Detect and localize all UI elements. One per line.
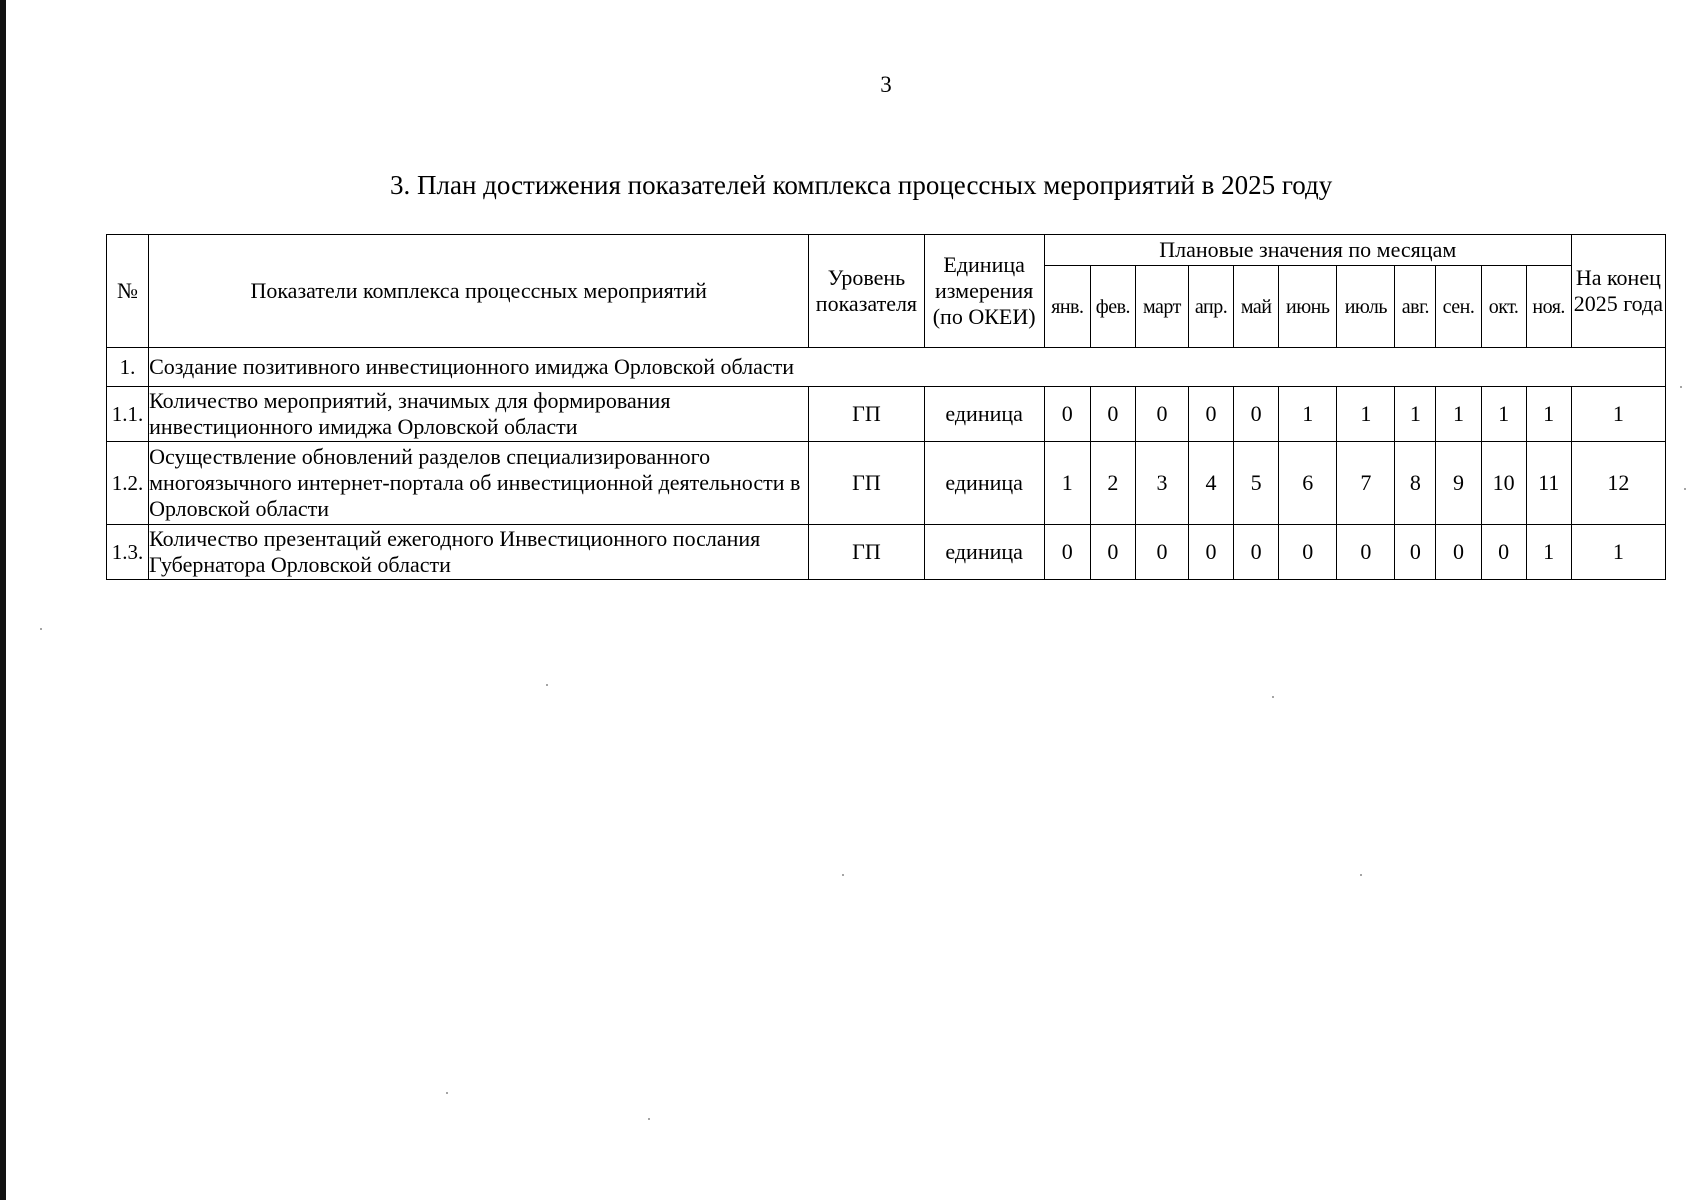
row-month-value: 0 xyxy=(1395,525,1436,580)
row-number: 1.3. xyxy=(107,525,149,580)
row-number: 1.2. xyxy=(107,442,149,525)
header-month: авг. xyxy=(1395,266,1436,348)
section-heading: 3. План достижения показателей комплекса процессных мероприятий в 2025 году xyxy=(390,170,1333,200)
row-month-value: 11 xyxy=(1526,442,1571,525)
row-month-value: 1 xyxy=(1044,442,1090,525)
row-month-value: 10 xyxy=(1481,442,1526,525)
indicators-plan-table xyxy=(106,234,1666,580)
row-month-value: 0 xyxy=(1090,525,1135,580)
header-month: март xyxy=(1135,266,1188,348)
row-indicator-name: Количество презентаций ежегодного Инвестиционного послания Губернатора Орловской области xyxy=(149,525,809,580)
scan-speck xyxy=(1680,386,1682,388)
header-month: янв. xyxy=(1044,266,1090,348)
row-month-value: 0 xyxy=(1436,525,1481,580)
row-month-value: 0 xyxy=(1189,525,1234,580)
row-month-value: 0 xyxy=(1234,387,1279,442)
table-row xyxy=(107,387,1666,442)
row-month-value: 9 xyxy=(1436,442,1481,525)
section-title: Создание позитивного инвестиционного имиджа Орловской области xyxy=(149,348,1666,387)
section-number: 1. xyxy=(107,348,149,387)
row-month-value: 1 xyxy=(1481,387,1526,442)
scan-left-edge xyxy=(0,0,6,1200)
row-month-value: 1 xyxy=(1436,387,1481,442)
row-end-value: 1 xyxy=(1571,387,1665,442)
row-level: ГП xyxy=(809,387,924,442)
header-month: окт. xyxy=(1481,266,1526,348)
header-no: № xyxy=(107,235,149,348)
row-month-value: 0 xyxy=(1189,387,1234,442)
row-indicator-name: Количество мероприятий, значимых для формирования инвестиционного имиджа Орловской области xyxy=(149,387,809,442)
row-unit: единица xyxy=(924,442,1044,525)
row-month-value: 1 xyxy=(1526,525,1571,580)
row-month-value: 0 xyxy=(1337,525,1395,580)
row-indicator-name: Осуществление обновлений разделов специализированного многоязычного интернет-портала об инвестиционной деятельности в Орловской области xyxy=(149,442,809,525)
row-month-value: 0 xyxy=(1234,525,1279,580)
header-month: фев. xyxy=(1090,266,1135,348)
row-month-value: 3 xyxy=(1135,442,1188,525)
row-month-value: 0 xyxy=(1044,387,1090,442)
header-month: июнь xyxy=(1279,266,1337,348)
row-level: ГП xyxy=(809,442,924,525)
table-row xyxy=(107,442,1666,525)
row-month-value: 5 xyxy=(1234,442,1279,525)
row-month-value: 1 xyxy=(1526,387,1571,442)
row-month-value: 1 xyxy=(1395,387,1436,442)
header-monthly-plan: Плановые значения по месяцам xyxy=(1044,235,1571,266)
scan-speck xyxy=(1272,696,1274,698)
header-row-top xyxy=(107,235,1666,266)
row-month-value: 1 xyxy=(1279,387,1337,442)
header-month: июль xyxy=(1337,266,1395,348)
header-month: апр. xyxy=(1189,266,1234,348)
scan-speck xyxy=(1684,488,1686,490)
row-month-value: 1 xyxy=(1337,387,1395,442)
row-month-value: 0 xyxy=(1481,525,1526,580)
row-month-value: 0 xyxy=(1135,387,1188,442)
table-row xyxy=(107,525,1666,580)
row-month-value: 0 xyxy=(1044,525,1090,580)
row-month-value: 7 xyxy=(1337,442,1395,525)
scan-speck xyxy=(446,1092,448,1094)
section-row xyxy=(107,348,1666,387)
header-month: сен. xyxy=(1436,266,1481,348)
scan-speck xyxy=(40,628,42,630)
scan-speck xyxy=(648,1118,650,1120)
row-end-value: 1 xyxy=(1571,525,1665,580)
scan-speck xyxy=(1360,874,1362,876)
header-unit: Единица измерения (по ОКЕИ) xyxy=(924,235,1044,348)
row-month-value: 6 xyxy=(1279,442,1337,525)
row-end-value: 12 xyxy=(1571,442,1665,525)
header-month: май xyxy=(1234,266,1279,348)
header-month: ноя. xyxy=(1526,266,1571,348)
row-number: 1.1. xyxy=(107,387,149,442)
row-month-value: 0 xyxy=(1090,387,1135,442)
scan-speck xyxy=(546,684,548,686)
row-month-value: 0 xyxy=(1279,525,1337,580)
header-indicator-name: Показатели комплекса процессных мероприятий xyxy=(149,235,809,348)
row-month-value: 8 xyxy=(1395,442,1436,525)
row-unit: единица xyxy=(924,525,1044,580)
row-month-value: 4 xyxy=(1189,442,1234,525)
row-unit: единица xyxy=(924,387,1044,442)
header-end-of-year: На конец 2025 года xyxy=(1571,235,1665,348)
row-level: ГП xyxy=(809,525,924,580)
row-month-value: 0 xyxy=(1135,525,1188,580)
row-month-value: 2 xyxy=(1090,442,1135,525)
header-level: Уровень показателя xyxy=(809,235,924,348)
scan-speck xyxy=(842,874,844,876)
page-number: 3 xyxy=(880,72,892,97)
